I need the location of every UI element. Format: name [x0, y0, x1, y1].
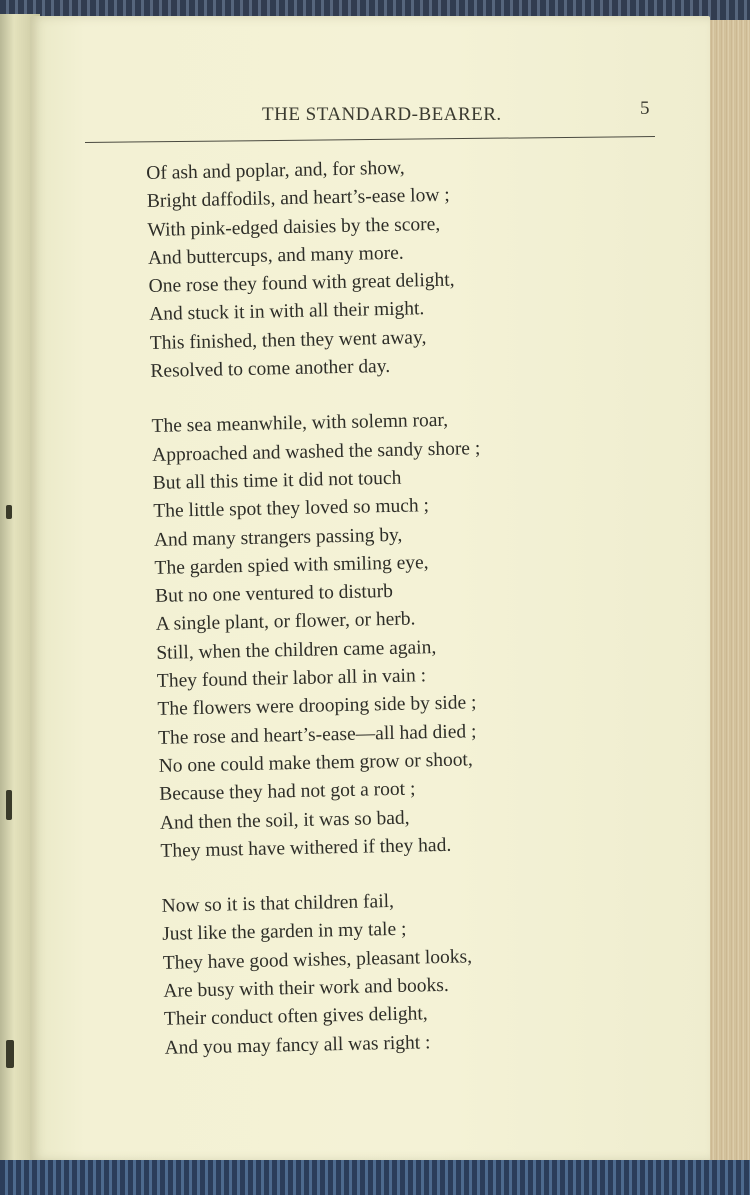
poem-line: Approached and washed the sandy shore ;	[151, 437, 481, 466]
poem-line: No one could make them grow or shoot,	[158, 749, 473, 777]
poem	[146, 151, 605, 1090]
poem-line: Resolved to come another day.	[150, 356, 391, 383]
poem-line: Because they had not got a root ;	[159, 778, 416, 806]
poem-line: They found their labor all in vain :	[156, 665, 427, 692]
stanza	[161, 884, 604, 1063]
poem-line: One rose they found with great delight,	[148, 269, 455, 298]
gutter-mark	[6, 1040, 14, 1068]
poem-line: The garden spied with smiling eye,	[154, 552, 429, 579]
page-header	[30, 92, 710, 132]
page-number: 5	[640, 98, 650, 119]
poem-line: But no one ventured to disturb	[154, 581, 394, 608]
bottom-binding	[0, 1160, 750, 1195]
gutter-mark	[6, 505, 12, 519]
poem-line: Now so it is that children fail,	[161, 891, 395, 917]
poem-line: Of ash and poplar, and, for show,	[146, 157, 405, 184]
running-title: THE STANDARD-BEARER.	[262, 104, 502, 125]
poem-line: They must have withered if they had.	[160, 834, 452, 862]
poem-line: Are busy with their work and books.	[163, 974, 449, 1002]
poem-line: With pink-edged daisies by the score,	[147, 213, 441, 241]
poem-line: Just like the garden in my tale ;	[162, 919, 407, 946]
poem-line: And you may fancy all was right :	[164, 1031, 431, 1059]
gutter-mark	[6, 790, 12, 820]
poem-line: And many strangers passing by,	[153, 524, 403, 551]
poem-line: The rose and heart’s-ease—all had died ;	[157, 720, 477, 749]
poem-line: And stuck it in with all their might.	[149, 298, 425, 326]
poem-line: And buttercups, and many more.	[147, 242, 404, 269]
stanza	[151, 404, 600, 866]
poem-line: Their conduct often gives delight,	[163, 1003, 428, 1031]
poem-line: Bright daffodils, and heart’s-ease low ;	[146, 184, 450, 213]
poem-line: The flowers were drooping side by side ;	[157, 692, 477, 721]
poem-line: This finished, then they went away,	[149, 326, 427, 354]
poem-line: They have good wishes, pleasant looks,	[162, 946, 473, 974]
poem-line: But all this time it did not touch	[152, 467, 402, 494]
poem-line: The sea meanwhile, with solemn roar,	[151, 410, 449, 438]
stanza	[146, 151, 591, 387]
poem-line: The little spot they loved so much ;	[153, 495, 430, 523]
poem-line: A single plant, or flower, or herb.	[155, 608, 416, 636]
poem-line: Still, when the children came again,	[156, 636, 437, 664]
poem-line: And then the soil, it was so bad,	[159, 807, 410, 834]
